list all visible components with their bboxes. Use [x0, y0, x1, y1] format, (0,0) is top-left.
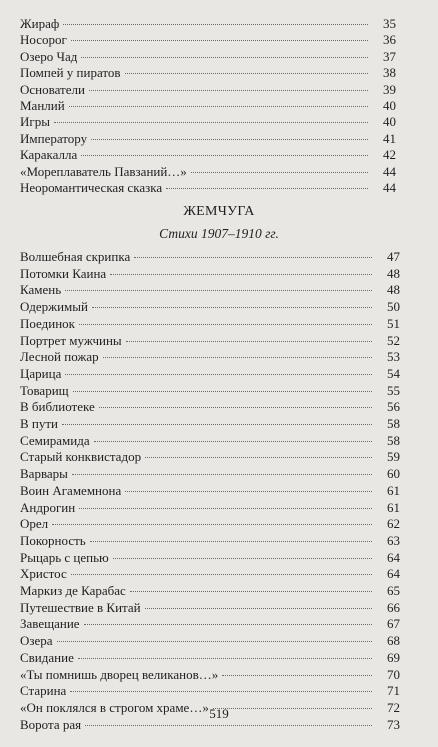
toc-entry-page: 64: [387, 549, 400, 565]
dot-leader: [78, 648, 372, 659]
toc-entry-title: Императору: [20, 130, 88, 146]
toc-entry-title: В библиотеке: [20, 399, 95, 415]
dot-leader: [81, 47, 368, 58]
toc-entry-page: 58: [387, 432, 400, 448]
toc-entry-title: Ворота рая: [20, 716, 82, 732]
dot-leader: [89, 80, 368, 91]
toc-entry-page: 54: [387, 365, 400, 381]
toc-entry-page: 38: [383, 65, 396, 81]
toc-entry-title: Портрет мужчины: [20, 332, 122, 348]
toc-entry-title: Рыцарь с цепью: [20, 549, 109, 565]
toc-entry-title: Орел: [20, 516, 49, 532]
dot-leader: [84, 614, 372, 625]
toc-entry-title: Каракалла: [20, 147, 78, 163]
dot-leader: [191, 162, 368, 173]
toc-entry-title: Помпей у пиратов: [20, 65, 121, 81]
dot-leader: [125, 481, 372, 492]
toc-entry-title: Семирамида: [20, 432, 90, 448]
toc-entry-page: 60: [387, 466, 400, 482]
dot-leader: [103, 347, 372, 358]
dot-leader: [63, 14, 368, 25]
dot-leader: [81, 145, 368, 156]
toc-entry-title: Манлий: [20, 98, 65, 113]
toc-entry-title: Завещание: [20, 616, 80, 632]
dot-leader: [94, 431, 372, 442]
toc-entry-page: 39: [383, 81, 396, 97]
toc-entry-title: Старый конквистадор: [20, 449, 142, 465]
toc-entry-title: «Ты помнишь дворец великанов…»: [20, 666, 219, 682]
toc-entry-title: Неоромантическая сказка: [20, 180, 163, 195]
toc-entry: [20, 179, 396, 197]
section-subtitle: Стихи 1907–1910 гг.: [159, 226, 279, 241]
toc-entry-page: 70: [387, 666, 400, 682]
toc-entry-page: 63: [387, 532, 400, 548]
dot-leader: [113, 548, 372, 559]
dot-leader: [79, 314, 372, 325]
dot-leader: [57, 631, 372, 642]
toc-entry-title: Волшебная скрипка: [20, 249, 131, 264]
dot-leader: [65, 280, 372, 291]
dot-leader: [126, 331, 372, 342]
toc-entry-title: Христос: [20, 566, 67, 582]
toc-entry-page: 61: [387, 482, 400, 498]
toc-entry-title: «Мореплаватель Павзаний…»: [20, 163, 187, 179]
toc-entry-title: Потомки Каина: [20, 265, 107, 281]
dot-leader: [222, 665, 372, 676]
toc-entry-page: 73: [387, 716, 400, 732]
toc-entry-page: 36: [383, 32, 396, 48]
toc-entry-page: 69: [387, 649, 400, 665]
dot-leader: [134, 247, 372, 258]
toc-entry-page: 55: [387, 382, 400, 398]
toc-entry-page: 40: [383, 114, 396, 130]
dot-leader: [71, 30, 368, 41]
dot-leader: [145, 598, 372, 609]
toc-entry-title: Одержимый: [20, 299, 88, 315]
toc-entry-title: Товарищ: [20, 382, 69, 398]
toc-entry-title: Лесной пожар: [20, 349, 99, 365]
toc-entry-title: Андрогин: [20, 499, 76, 515]
toc-entry-title: Носорог: [20, 32, 67, 48]
toc-entry-title: Игры: [20, 114, 50, 130]
toc-entry-page: 66: [387, 599, 400, 615]
dot-leader: [166, 178, 368, 189]
toc-entry-title: Маркиз де Карабас: [20, 583, 126, 598]
dot-leader: [73, 381, 372, 392]
dot-leader: [90, 531, 372, 542]
toc-entry-page: 68: [387, 633, 400, 649]
toc-entry-page: 35: [383, 16, 396, 31]
dot-leader: [54, 112, 368, 123]
toc-entry-page: 56: [387, 399, 400, 415]
toc-entry-page: 67: [387, 616, 400, 632]
dot-leader: [65, 364, 372, 375]
dot-leader: [125, 63, 368, 74]
toc-entry-page: 51: [387, 315, 400, 331]
dot-leader: [62, 414, 372, 425]
toc-entry-page: 42: [383, 147, 396, 163]
toc-entry-title: «Он поклялся в строгом храме…»: [20, 699, 209, 715]
dot-leader: [72, 464, 372, 475]
dot-leader: [130, 581, 372, 592]
toc-entry-page: 48: [387, 282, 400, 298]
toc-entry-title: Покорность: [20, 532, 86, 548]
dot-leader: [71, 564, 372, 575]
toc-entry-title: Жираф: [20, 16, 60, 31]
toc-entry-title: Воин Агамемнона: [20, 482, 122, 498]
toc-entry-title: В пути: [20, 416, 59, 431]
dot-leader: [70, 681, 372, 692]
toc-entry-title: Старина: [20, 683, 67, 699]
toc-entry-page: 48: [387, 265, 400, 281]
toc-entry-page: 47: [387, 249, 400, 264]
dot-leader: [92, 297, 372, 308]
toc-entry-title: Основатели: [20, 81, 85, 97]
toc-entry-title: Поединок: [20, 315, 75, 331]
toc-entry-page: 58: [387, 416, 400, 431]
dot-leader: [110, 264, 372, 275]
toc-entry-title: Озера: [20, 633, 53, 649]
toc-entry-page: 40: [383, 98, 396, 113]
toc-entry-page: 41: [383, 130, 396, 146]
toc-entry-title: Царица: [20, 365, 62, 381]
section-title: ЖЕМЧУГА: [183, 204, 255, 219]
toc-entry-title: Свидание: [20, 649, 74, 665]
toc-entry-page: 37: [383, 48, 396, 64]
toc-entry-page: 52: [387, 332, 400, 348]
toc-entry-title: Озеро Чад: [20, 48, 78, 64]
toc-entry-page: 65: [387, 583, 400, 598]
dot-leader: [52, 514, 372, 525]
toc-entry-page: 50: [387, 299, 400, 315]
toc-entry-page: 44: [383, 180, 396, 195]
toc-entry-title: Варвары: [20, 466, 68, 482]
toc-entry-page: 62: [387, 516, 400, 532]
dot-leader: [99, 397, 372, 408]
dot-leader: [145, 447, 372, 458]
page-number: 519: [209, 706, 229, 721]
dot-leader: [79, 498, 372, 509]
toc-entry-page: 44: [383, 163, 396, 179]
dot-leader: [91, 129, 368, 140]
toc-entry-title: Камень: [20, 282, 62, 298]
toc-entry-page: 64: [387, 566, 400, 582]
toc-entry-page: 53: [387, 349, 400, 365]
toc-entry-page: 59: [387, 449, 400, 465]
toc-entry-title: Путешествие в Китай: [20, 599, 141, 615]
dot-leader: [69, 96, 368, 107]
toc-entry-page: 71: [387, 683, 400, 699]
toc-entry-page: 61: [387, 499, 400, 515]
toc-entry-page: 72: [387, 699, 400, 715]
